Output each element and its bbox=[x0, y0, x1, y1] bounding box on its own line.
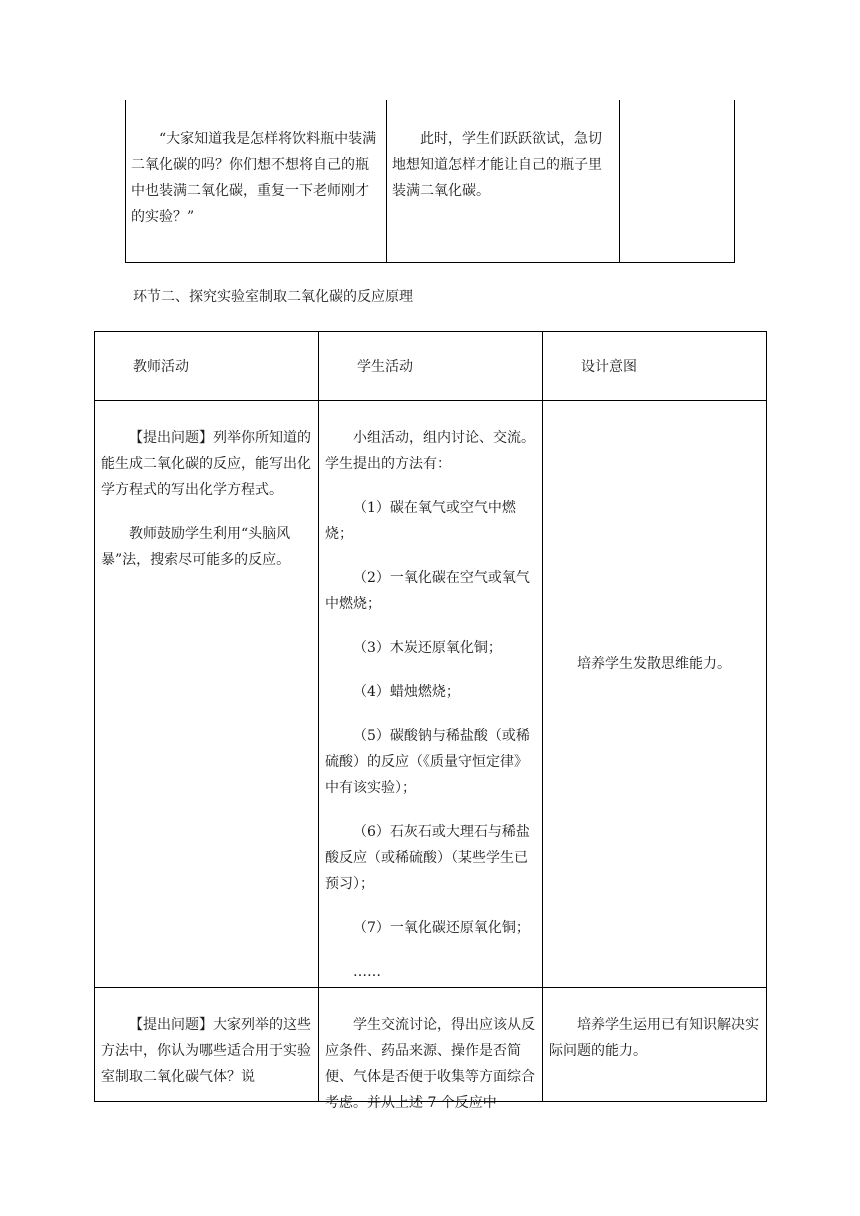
top-table-divider-2 bbox=[619, 100, 620, 263]
top-table-border-bottom bbox=[125, 262, 735, 263]
row1-student-intro: 小组活动，组内讨论、交流。学生提出的方法有： bbox=[325, 430, 535, 472]
main-table bbox=[94, 331, 767, 1111]
row1-teacher-cell bbox=[95, 401, 319, 988]
row1-student-ellipsis: …… bbox=[353, 964, 381, 980]
row1-design-text: 培养学生发散思维能力。 bbox=[577, 656, 731, 672]
top-table-divider-1 bbox=[386, 100, 387, 263]
row2-student-text: 学生交流讨论，得出应该从反应条件、药品来源、操作是否简便、气体是否便于收集等方面综合考虑。并从上述 7 个反应中 bbox=[325, 1017, 535, 1111]
list-item: （6）石灰石或大理石与稀盐酸反应（或稀硫酸）（某些学生已预习）； bbox=[325, 824, 530, 892]
list-item: （5）碳酸钠与稀盐酸（或稀硫酸）的反应（《质量守恒定律》中有该实验）； bbox=[325, 728, 530, 796]
list-item: （3）木炭还原氧化铜； bbox=[353, 640, 502, 656]
row2-student-cell bbox=[319, 988, 543, 1111]
row1-teacher-question: 【提出问题】列举你所知道的能生成二氧化碳的反应，能写出化学方程式的写出化学方程式。 bbox=[101, 430, 311, 498]
table-row bbox=[95, 401, 767, 988]
header-design: 设计意图 bbox=[543, 332, 767, 401]
table-row bbox=[95, 988, 767, 1102]
section-heading: 环节二、探究实验室制取二氧化碳的反应原理 bbox=[133, 289, 413, 305]
header-student: 学生活动 bbox=[319, 332, 543, 401]
row1-student-cell bbox=[319, 401, 543, 988]
top-student-cell: 此时，学生们跃跃欲试，急切地想知道怎样才能让自己的瓶子里装满二氧化碳。 bbox=[392, 131, 602, 199]
header-row bbox=[95, 332, 767, 401]
top-teacher-cell: “大家知道我是怎样将饮料瓶中装满二氧化碳的吗？你们想不想将自己的瓶中也装满二氧化碳，重复一下老师刚才的实验？” bbox=[131, 131, 377, 225]
row2-design-text: 培养学生运用已有知识解决实际问题的能力。 bbox=[549, 1017, 759, 1059]
list-item: （7）一氧化碳还原氧化铜； bbox=[353, 920, 530, 936]
header-teacher: 教师活动 bbox=[95, 332, 319, 401]
row1-design-cell bbox=[543, 401, 767, 988]
row1-teacher-note: 教师鼓励学生利用“头脑风暴”法，搜索尽可能多的反应。 bbox=[101, 526, 291, 568]
row2-design-cell bbox=[543, 988, 767, 1102]
top-table-border-left bbox=[125, 100, 126, 263]
row2-teacher-text: 【提出问题】大家列举的这些方法中，你认为哪些适合用于实验室制取二氧化碳气体？说 bbox=[101, 1017, 311, 1085]
list-item: （2）一氧化碳在空气或氧气中燃烧； bbox=[325, 570, 530, 612]
list-item: （4）蜡烛燃烧； bbox=[353, 684, 460, 700]
top-table-border-right bbox=[734, 100, 735, 263]
list-item: （1）碳在氧气或空气中燃烧； bbox=[325, 500, 516, 542]
row2-teacher-cell bbox=[95, 988, 319, 1102]
